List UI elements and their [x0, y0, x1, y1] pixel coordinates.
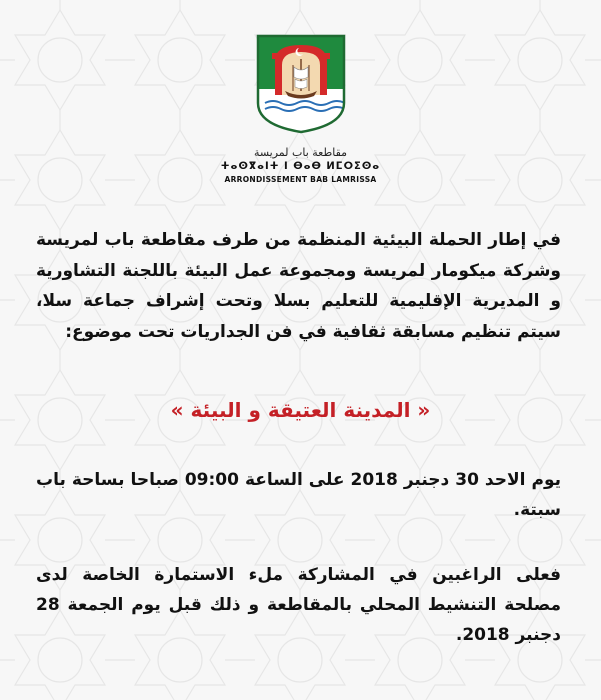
french-name: ARRONDISSEMENT BAB LAMRISSA — [224, 175, 377, 184]
date-paragraph: يوم الاحد 30 دجنبر 2018 على الساعة 09:00 صباحا بساحة باب سبتة. — [36, 470, 561, 520]
registration-paragraph: فعلى الراغبين في المشاركة ملء الاستمارة الخاصة لدى مصلحة التنشيط المحلي بالمقاطعة و ذلك قبل يوم الجمعة 28 دجنبر 2018. — [36, 565, 561, 645]
emblem-logo — [255, 33, 347, 135]
tifinagh-name: ⵜⴰⵙⴳⴰⵏⵜ ⵏ ⴱⴰⴱ ⵍⵎⵔⵉⵙⴰ — [220, 161, 381, 172]
header — [0, 0, 601, 190]
theme-title: « المدينة العتيقة و البيئة » — [170, 398, 431, 422]
intro-paragraph: في إطار الحملة البيئية المنظمة من طرف مقاطعة باب لمريسة وشركة ميكومار لمريسة ومجموعة عمل البيئة باللجنة التشاورية و المديرية الإقليمية للتعليم بسلا وتحت إشراف جماعة سلا، سيتم تنظيم مسابقة ثقافية في فن الجداريات تحت موضوع: — [36, 230, 561, 342]
arabic-name: مقاطعة باب لمريسة — [253, 146, 348, 159]
